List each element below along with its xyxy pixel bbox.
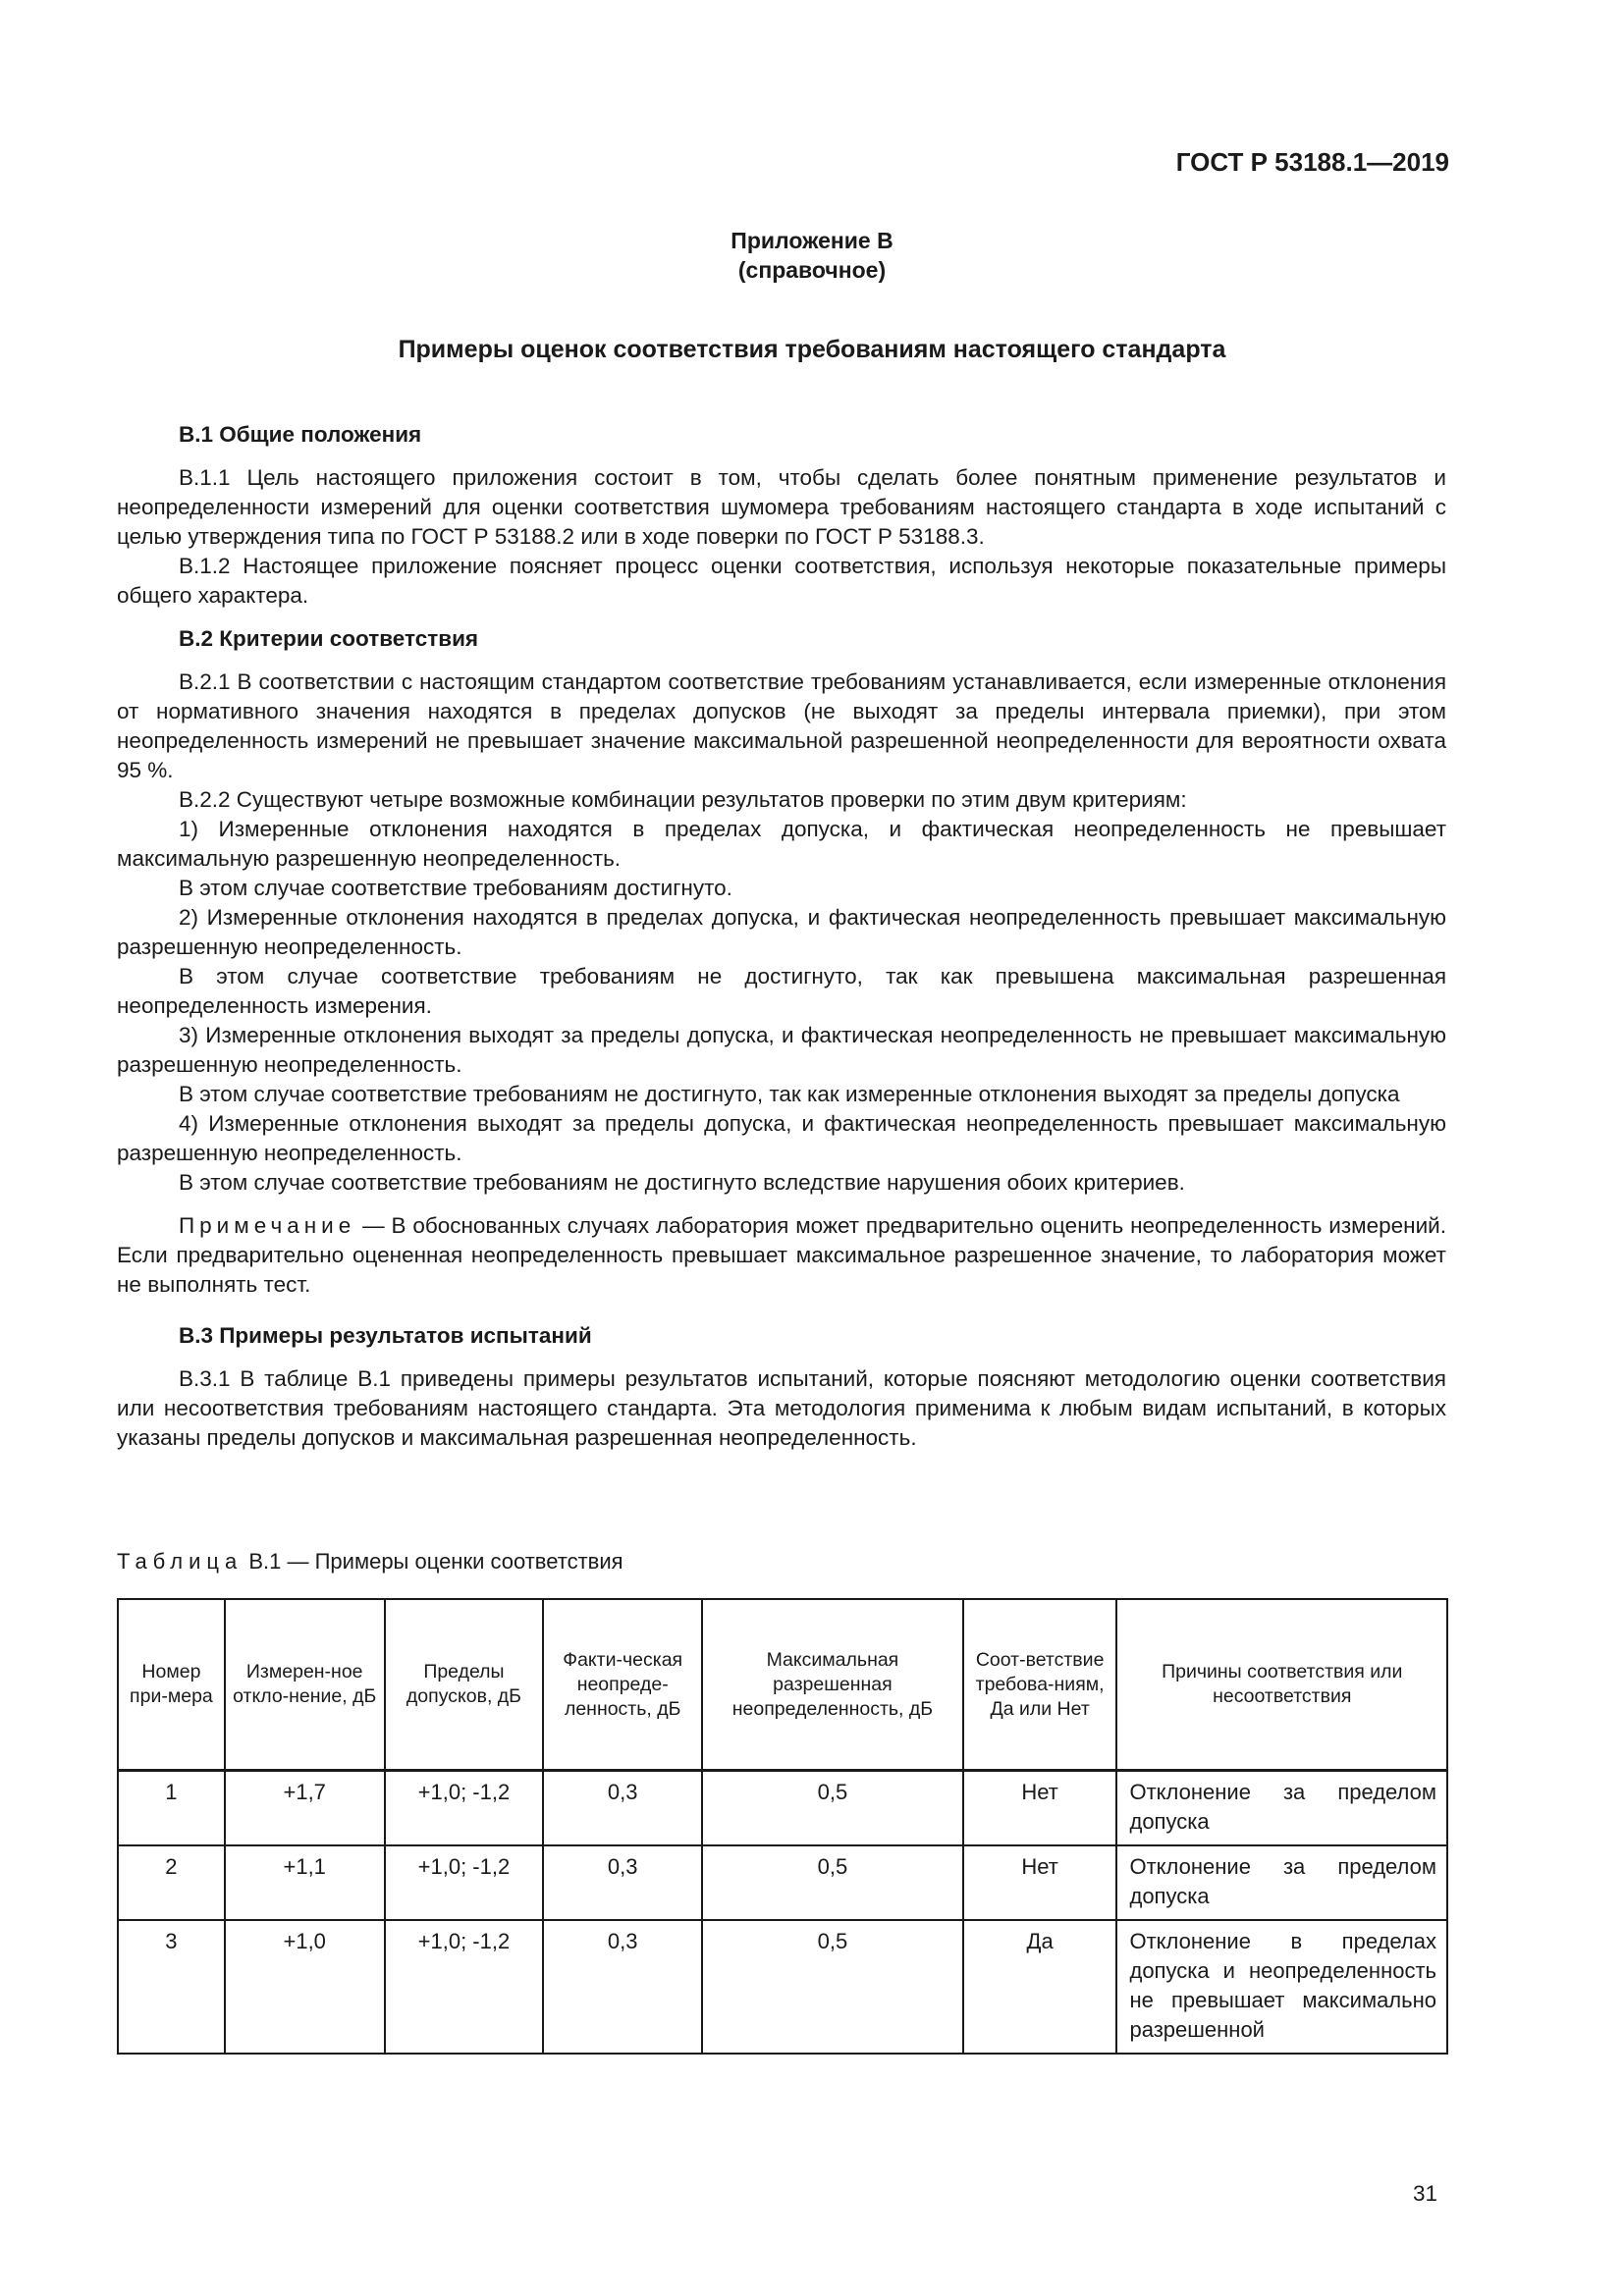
cell-example-number: 2 [118,1845,225,1920]
cell-conformity: Нет [963,1845,1117,1920]
section-b1-heading: В.1 Общие положения [179,422,422,447]
cell-max-uncertainty: 0,5 [702,1771,963,1846]
header-max-uncertainty: Максимальная разрешенная неопределенность, дБ [702,1599,963,1771]
combination-3-result: В этом случае соответствие требованиям не достигнуто, так как измеренные отклонения выходят за пределы допуска [179,1082,1400,1106]
cell-tolerance-limits: +1,0; -1,2 [385,1920,544,2054]
cell-measured-deviation: +1,0 [225,1920,385,2054]
table-caption-label: Таблица [117,1549,244,1574]
paragraph-b1-2: В.1.2 Настоящее приложение поясняет процесс оценки соответствия, используя некоторые показательные примеры общего характера. [117,554,1446,608]
combination-4: 4) Измеренные отклонения выходят за пределы допуска, и фактическая неопределенность превышает максимальную разрешенную неопределенность. [117,1111,1446,1165]
combination-1-result: В этом случае соответствие требованиям достигнуто. [179,876,732,900]
cell-reason: Отклонение за пределом допуска [1116,1845,1447,1920]
combination-2-result: В этом случае соответствие требованиям не достигнуто, так как превышена максимальная разрешенная неопределенность измерения. [117,964,1446,1018]
table-row [118,1920,1447,2054]
cell-reason: Отклонение за пределом допуска [1116,1771,1447,1846]
header-conformity: Соот-ветствие требова-ниям, Да или Нет [963,1599,1117,1771]
cell-measured-deviation: +1,1 [225,1845,385,1920]
cell-reason: Отклонение в пределах допуска и неопределенность не превышает максимально разрешенной [1116,1920,1447,2054]
annex-title: Приложение В [731,228,893,253]
page-number: 31 [1412,2181,1437,2206]
note-label: Примечание [179,1213,356,1238]
paragraph-b1-1: В.1.1 Цель настоящего приложения состоит в том, чтобы сделать более понятным применение результатов и неопределенности измерений для оценки соответствия шумомера требованиям настоящего стандарта в ходе испытаний с целью утверждения типа по ГОСТ Р 53188.2 или в ходе поверки по ГОСТ Р 53188.3. [117,465,1446,549]
document-body [117,420,1446,1453]
table-header-row [118,1599,1447,1771]
note [117,1211,1446,1300]
cell-measured-deviation: +1,7 [225,1771,385,1846]
table-row [118,1771,1447,1846]
cell-actual-uncertainty: 0,3 [543,1845,702,1920]
combination-4-result: В этом случае соответствие требованиям не достигнуто вследствие нарушения обоих критериев. [179,1170,1185,1195]
table-caption-text: В.1 — Примеры оценки соответствия [243,1549,623,1574]
cell-conformity: Нет [963,1771,1117,1846]
cell-actual-uncertainty: 0,3 [543,1771,702,1846]
combination-1: 1) Измеренные отклонения находятся в пределах допуска, и фактическая неопределенность не превышает максимальную разрешенную неопределенность. [117,817,1446,871]
header-measured-deviation: Измерен-ное откло-нение, дБ [225,1599,385,1771]
note-text: — В обоснованных случаях лаборатория может предварительно оценить неопределенность измерений. Если предварительно оцененная неопределенность превышает максимальное разрешенное значение, то лаборатория может не выполнять тест. [117,1213,1446,1297]
header-actual-uncertainty: Факти-ческая неопреде-ленность, дБ [543,1599,702,1771]
cell-example-number: 1 [118,1771,225,1846]
combination-2: 2) Измеренные отклонения находятся в пределах допуска, и фактическая неопределенность превышает максимальную разрешенную неопределенность. [117,905,1446,959]
cell-example-number: 3 [118,1920,225,2054]
cell-max-uncertainty: 0,5 [702,1920,963,2054]
cell-tolerance-limits: +1,0; -1,2 [385,1771,544,1846]
paragraph-b2-2: В.2.2 Существуют четыре возможные комбинации результатов проверки по этим двум критериям: [179,787,1187,812]
header-example-number: Номер при-мера [118,1599,225,1771]
section-b2-heading: В.2 Критерии соответствия [179,626,479,651]
cell-actual-uncertainty: 0,3 [543,1920,702,2054]
paragraph-b2-1: В.2.1 В соответствии с настоящим стандартом соответствие требованиям устанавливается, если измеренные отклонения от нормативного значения находятся в пределах допусков (не выходят за пределы интервала приемки), при этом неопределенность измерений не превышает значение максимальной разрешенной неопределенности для вероятности охвата 95 %. [117,669,1446,782]
combination-3: 3) Измеренные отклонения выходят за пределы допуска, и фактическая неопределенность не превышает максимальную разрешенную неопределенность. [117,1023,1446,1077]
table-caption [117,1549,623,1575]
header-reasons: Причины соответствия или несоответствия [1116,1599,1447,1771]
cell-max-uncertainty: 0,5 [702,1845,963,1920]
annex-kind: (справочное) [737,257,887,283]
annex-heading [0,226,1624,285]
standard-code: ГОСТ Р 53188.1—2019 [1175,147,1449,177]
paragraph-b3-1: В.3.1 В таблице В.1 приведены примеры результатов испытаний, которые поясняют методологию оценки соответствия или несоответствия требованиям настоящего стандарта. Эта методология применима к любым видам испытаний, в которых указаны пределы допусков и максимальная разрешенная неопределенность. [117,1366,1446,1450]
header-tolerance-limits: Пределы допусков, дБ [385,1599,544,1771]
cell-tolerance-limits: +1,0; -1,2 [385,1845,544,1920]
results-table [117,1598,1448,2055]
cell-conformity: Да [963,1920,1117,2054]
main-title: Примеры оценок соответствия требованиям настоящего стандарта [398,336,1226,363]
section-b3-heading: В.3 Примеры результатов испытаний [179,1323,592,1348]
table-row [118,1845,1447,1920]
